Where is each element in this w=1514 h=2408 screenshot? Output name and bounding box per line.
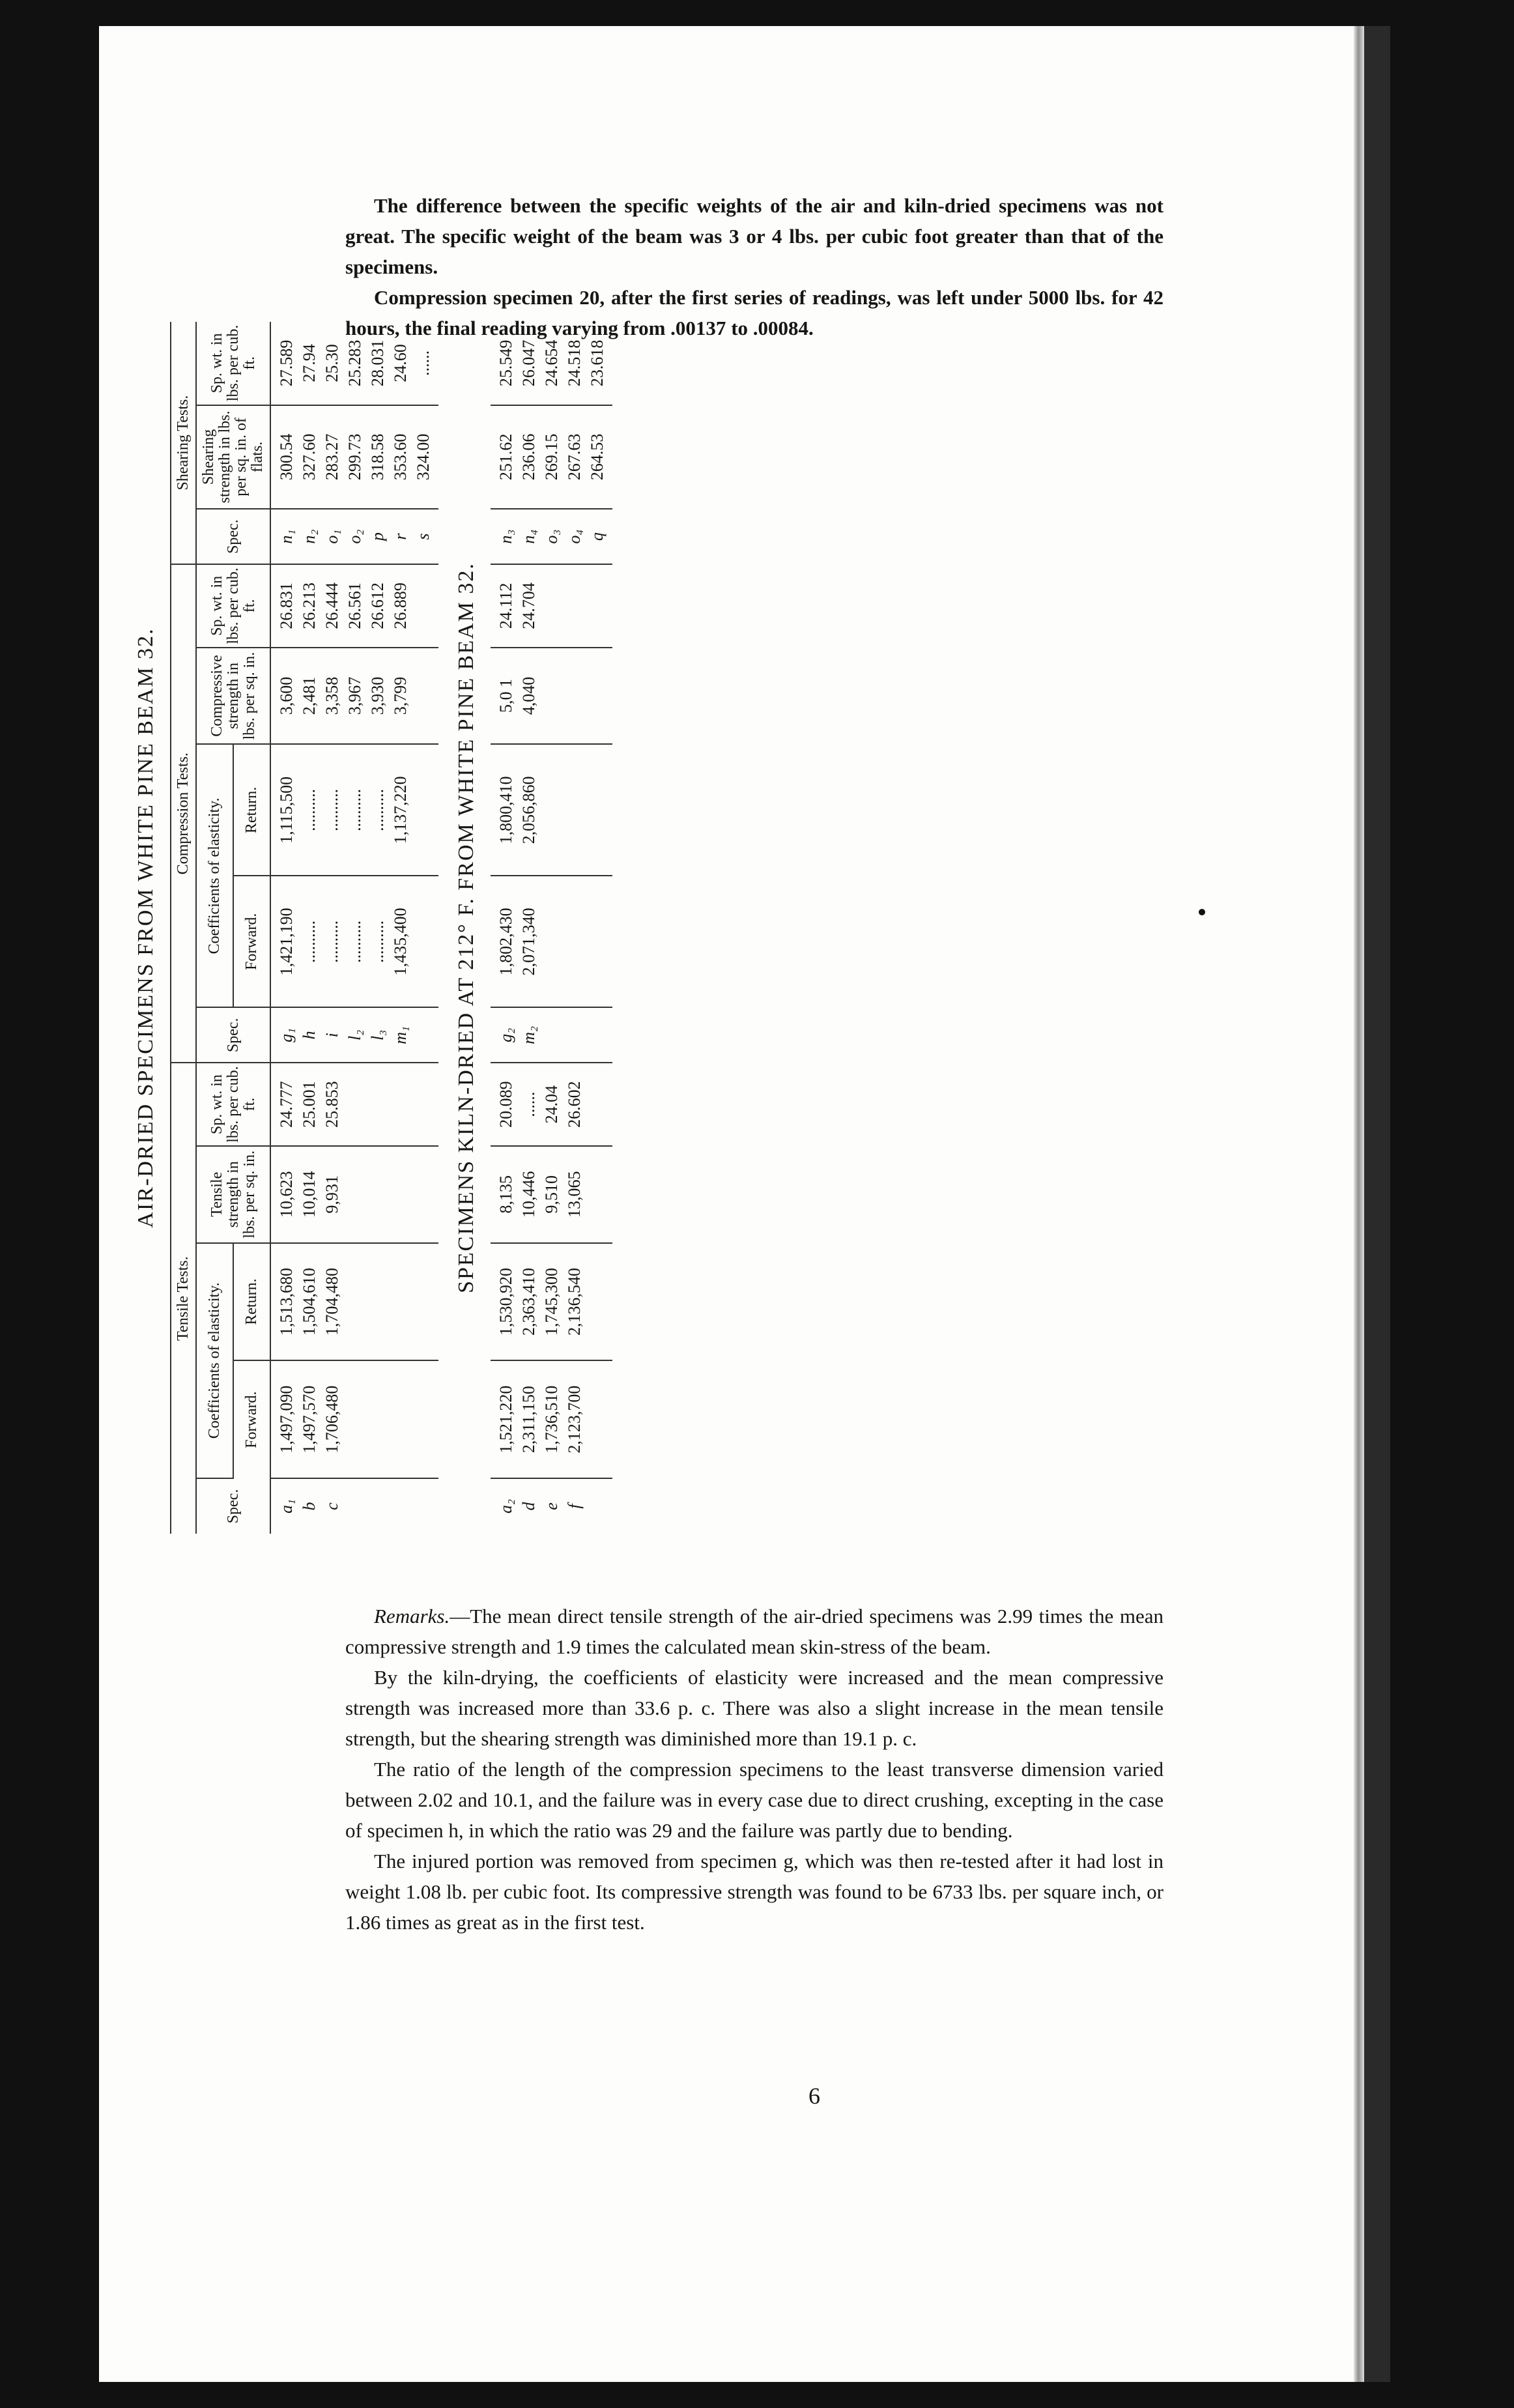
table2 bbox=[491, 322, 612, 1534]
table-cell: 24.654 bbox=[542, 339, 561, 387]
table1-title: AIR-DRIED SPECIMENS FROM WHITE PINE BEAM 32. bbox=[134, 627, 158, 1228]
table-cell: o₄ bbox=[565, 529, 584, 544]
table-cell: 10,446 bbox=[519, 1171, 538, 1218]
table-cell: a₁ bbox=[277, 1498, 296, 1514]
table1-compression-sp-wt bbox=[270, 564, 438, 648]
table2-shearing-strength bbox=[491, 405, 612, 509]
table-cell: .......... bbox=[345, 788, 364, 831]
table2-tensile-return bbox=[491, 1243, 612, 1361]
table-cell: 327.60 bbox=[300, 433, 319, 481]
table-cell: 251.62 bbox=[496, 433, 515, 481]
table-cell: h bbox=[300, 1031, 319, 1040]
table-cell: m₂ bbox=[519, 1025, 538, 1044]
table2-body-row bbox=[491, 322, 612, 1534]
table-cell: 2,481 bbox=[300, 676, 319, 715]
table-cell: 2,136,540 bbox=[565, 1267, 584, 1336]
intro-line: to .00084. bbox=[731, 317, 814, 339]
page-number: 6 bbox=[808, 2083, 820, 2109]
table-cell: 2,311,150 bbox=[519, 1386, 538, 1454]
table-cell: o₂ bbox=[345, 529, 364, 544]
rotated-tables bbox=[134, 322, 805, 1534]
table-cell: 9,510 bbox=[542, 1175, 561, 1214]
table-cell: 27.589 bbox=[277, 339, 296, 387]
table-cell: 25.001 bbox=[300, 1081, 319, 1128]
spec-header: Spec. bbox=[196, 1478, 270, 1534]
table2-title: SPECIMENS KILN-DRIED AT 212° F. FROM WHITE PINE BEAM 32. bbox=[454, 562, 478, 1293]
table-cell: q bbox=[588, 532, 607, 541]
intro-line: specimens was not great. The specific weight of the beam was 3 or 4 bbox=[345, 194, 1164, 248]
return-header: Return. bbox=[233, 1243, 270, 1361]
table-cell: 24.777 bbox=[277, 1081, 296, 1128]
table-cell: 3,930 bbox=[368, 676, 387, 715]
table-cell: 3,967 bbox=[345, 676, 364, 715]
table-cell: 5,0 1 bbox=[496, 679, 515, 713]
table-cell: 236.06 bbox=[519, 433, 538, 481]
table-cell: 299.73 bbox=[345, 433, 364, 481]
table-cell: m₁ bbox=[391, 1025, 410, 1044]
table-cell: .......... bbox=[345, 920, 364, 963]
table-cell: 24.04 bbox=[542, 1085, 561, 1124]
sp-wt-shear-header: Sp. wt. in lbs. per cub. ft. bbox=[196, 322, 270, 405]
table-cell: s bbox=[414, 533, 433, 540]
table-cell: 24.704 bbox=[519, 582, 538, 629]
table-cell: .......... bbox=[300, 920, 319, 963]
table-cell: 13,065 bbox=[565, 1171, 584, 1218]
remarks-paragraph-1 bbox=[345, 1601, 1164, 1662]
table-cell: 283.27 bbox=[322, 433, 341, 481]
table-cell: 2,056,860 bbox=[519, 776, 538, 844]
table1-compression-forward bbox=[270, 876, 438, 1007]
remarks-paragraph-2: By the kiln-drying, the coefficients of elasticity were increased and the mean compressive strength was increased more than 33.6 p. c. There was also a slight increase in the mean tensile strength, but the shearing strength was diminished more than 19.1 p. c. bbox=[345, 1666, 1164, 1750]
table-cell: 1,137,220 bbox=[391, 776, 410, 844]
table-cell: 10,014 bbox=[300, 1171, 319, 1218]
table-cell: g₁ bbox=[277, 1027, 296, 1042]
table-cell: 267.63 bbox=[565, 433, 584, 481]
table1-body-row bbox=[270, 322, 438, 1534]
table-cell: i bbox=[322, 1033, 341, 1038]
table-cell: 4,040 bbox=[519, 676, 538, 715]
table-cell: 1,421,190 bbox=[277, 908, 296, 976]
forward-header: Forward. bbox=[233, 1360, 270, 1478]
table-cell: n₁ bbox=[277, 529, 296, 544]
table-cell: d bbox=[519, 1502, 538, 1511]
table1-tensile-return bbox=[270, 1243, 438, 1361]
sp-wt-header: Sp. wt. in lbs. per cub. ft. bbox=[196, 564, 270, 648]
table1-tensile-sp-wt bbox=[270, 1063, 438, 1146]
table-cell: 24.112 bbox=[496, 582, 515, 629]
table-cell: 20.089 bbox=[496, 1081, 515, 1128]
table-cell: 26.612 bbox=[368, 582, 387, 629]
shearing-tests-header: Shearing Tests. bbox=[171, 322, 196, 564]
table-cell: 1,745,300 bbox=[542, 1267, 561, 1336]
table1-compression-strength bbox=[270, 648, 438, 745]
table-cell: 8,135 bbox=[496, 1175, 515, 1214]
table1 bbox=[170, 322, 438, 1534]
sp-wt-header: Sp. wt. in lbs. per cub. ft. bbox=[196, 1063, 270, 1146]
remarks-paragraph-3: The ratio of the length of the compression specimens to the least transverse dimension varied between 2.02 and 10.1, and the failure was in every case due to direct crushing, excepting in the case of specimen h, in which the ratio was 29 and the failure was partly due to bending. bbox=[345, 1758, 1164, 1842]
table-cell: 1,736,510 bbox=[542, 1385, 561, 1454]
table-cell: 2,123,700 bbox=[565, 1385, 584, 1454]
table-cell: 1,530,920 bbox=[496, 1267, 515, 1336]
remarks-p1-text: —The mean direct tensile strength of the air-dried specimens was 2.99 times the mean compressive strength and 1.9 times the calculated mean skin-stress of the beam. bbox=[345, 1605, 1164, 1658]
table2-compression-sp-wt bbox=[491, 564, 612, 648]
table1-compression-spec bbox=[270, 1007, 438, 1063]
tensile-strength-header: Tensile strength in lbs. per sq. in. bbox=[196, 1146, 270, 1243]
table-cell: 25.853 bbox=[322, 1081, 341, 1128]
table-cell: r bbox=[391, 533, 410, 540]
table-cell: o₃ bbox=[542, 529, 561, 544]
table-cell: 2,363,410 bbox=[519, 1267, 538, 1336]
table-cell: 1,435,400 bbox=[391, 908, 410, 976]
table-cell: 25.283 bbox=[345, 339, 364, 387]
table-cell: 1,115,500 bbox=[277, 776, 296, 844]
coefficients-header: Coefficients of elasticity. bbox=[196, 1243, 233, 1478]
table2-compression-strength bbox=[491, 648, 612, 745]
table-cell: .......... bbox=[322, 920, 341, 963]
table-cell: p bbox=[368, 532, 387, 541]
table-cell: 3,799 bbox=[391, 676, 410, 715]
table-cell: 1,504,610 bbox=[300, 1267, 319, 1336]
table-cell: 25.549 bbox=[496, 339, 515, 387]
table2-shearing-sp-wt bbox=[491, 322, 612, 405]
table1-compression-return bbox=[270, 744, 438, 876]
table2-tensile-sp-wt bbox=[491, 1063, 612, 1146]
table-cell: c bbox=[322, 1502, 341, 1510]
table-cell: n₃ bbox=[496, 529, 515, 544]
table2-tensile-spec bbox=[491, 1478, 612, 1534]
table-cell: e bbox=[542, 1502, 561, 1510]
table1-shearing-spec bbox=[270, 509, 438, 564]
tensile-tests-header: Tensile Tests. bbox=[171, 1063, 196, 1534]
table2-compression-forward bbox=[491, 876, 612, 1007]
table-cell: 2,071,340 bbox=[519, 908, 538, 976]
intro-line: The difference between the specific weights of the air and kiln-dried bbox=[374, 194, 991, 217]
table-cell: 3,600 bbox=[277, 676, 296, 715]
table-cell: 318.58 bbox=[368, 433, 387, 481]
page-binding-edge bbox=[1354, 26, 1364, 2382]
table-cell: ...... bbox=[519, 1091, 538, 1117]
table-cell: .......... bbox=[368, 920, 387, 963]
table-cell: 26.213 bbox=[300, 582, 319, 629]
remarks-paragraph-4: The injured portion was removed from specimen g, which was then re-tested after it had lost in weight 1.08 lb. per cubic foot. Its compressive strength was found to be 6733 lbs. per square inch, or 1.86 times as great as in the first test. bbox=[345, 1850, 1164, 1934]
table2-tensile-strength bbox=[491, 1146, 612, 1243]
table-cell: 28.031 bbox=[368, 339, 387, 387]
table1-tensile-forward bbox=[270, 1360, 438, 1478]
table-cell: 324.00 bbox=[414, 433, 433, 481]
spec-header: Spec. bbox=[196, 509, 270, 564]
table-cell: 23.618 bbox=[588, 339, 607, 387]
table-cell: n₄ bbox=[519, 529, 538, 544]
table-cell: 9,931 bbox=[322, 1175, 341, 1214]
table-cell: .......... bbox=[322, 788, 341, 831]
binding-shadow bbox=[1364, 26, 1390, 2382]
return-header: Return. bbox=[233, 744, 270, 876]
table-cell: 24.518 bbox=[565, 339, 584, 387]
coefficients-header: Coefficients of elasticity. bbox=[196, 744, 233, 1007]
table-cell: .......... bbox=[368, 788, 387, 831]
table-cell: 353.60 bbox=[391, 433, 410, 481]
intro-line: under 5000 lbs. for 42 hours, the final reading varying from .00137 bbox=[345, 286, 1164, 339]
table-cell: 1,706,480 bbox=[322, 1385, 341, 1454]
remarks-text bbox=[345, 1601, 1164, 1938]
forward-header: Forward. bbox=[233, 876, 270, 1007]
table-cell: 26.444 bbox=[322, 582, 341, 629]
table2-compression-return bbox=[491, 744, 612, 876]
ink-speck bbox=[1199, 909, 1205, 915]
table-cell: 269.15 bbox=[542, 433, 561, 481]
table-cell: g₂ bbox=[496, 1027, 515, 1042]
table2-compression-spec bbox=[491, 1007, 612, 1063]
table-cell: b bbox=[300, 1502, 319, 1511]
table-cell: 1,802,430 bbox=[496, 908, 515, 976]
table-cell: 26.889 bbox=[391, 582, 410, 629]
table-cell: 26.602 bbox=[565, 1081, 584, 1128]
table-cell: ...... bbox=[414, 350, 433, 376]
table-cell: 26.047 bbox=[519, 339, 538, 387]
table1-tensile-spec bbox=[270, 1478, 438, 1534]
table1-shearing-strength bbox=[270, 405, 438, 509]
table-cell: 26.561 bbox=[345, 582, 364, 629]
table-cell: 3,358 bbox=[322, 676, 341, 715]
intro-paragraph-1 bbox=[345, 190, 1164, 282]
table-cell: f bbox=[565, 1504, 584, 1509]
table-cell: 24.60 bbox=[391, 344, 410, 382]
table-cell: 1,704,480 bbox=[322, 1267, 341, 1336]
table-cell: .......... bbox=[300, 788, 319, 831]
table2-shearing-spec bbox=[491, 509, 612, 564]
table-cell: o₁ bbox=[322, 529, 341, 544]
table1-tensile-strength bbox=[270, 1146, 438, 1243]
table-cell: 300.54 bbox=[277, 433, 296, 481]
table-cell: 1,521,220 bbox=[496, 1385, 515, 1454]
table2-tensile-forward bbox=[491, 1360, 612, 1478]
intro-line: Compression specimen 20, after the first series of readings, was left bbox=[374, 286, 965, 309]
table-cell: 1,497,570 bbox=[300, 1385, 319, 1454]
table-cell: 25.30 bbox=[322, 344, 341, 382]
spec-header: Spec. bbox=[196, 1007, 270, 1063]
table1-shearing-sp-wt bbox=[270, 322, 438, 405]
intro-line: lbs. per cubic foot greater than that of the specimens. bbox=[345, 225, 1164, 278]
table-cell: n₂ bbox=[300, 529, 319, 544]
table-cell: l₂ bbox=[345, 1029, 364, 1040]
compression-tests-header: Compression Tests. bbox=[171, 564, 196, 1063]
table-cell: 26.831 bbox=[277, 582, 296, 629]
table-cell: 27.94 bbox=[300, 344, 319, 382]
table-cell: 1,800,410 bbox=[496, 776, 515, 844]
shearing-strength-header: Shearing strength in lbs. per sq. in. of flats. bbox=[196, 405, 270, 509]
table-cell: 1,497,090 bbox=[277, 1385, 296, 1454]
table-cell: 264.53 bbox=[588, 433, 607, 481]
compressive-strength-header: Compressive strength in lbs. per sq. in. bbox=[196, 648, 270, 745]
table-cell: a₂ bbox=[496, 1498, 515, 1514]
table-cell: 1,513,680 bbox=[277, 1267, 296, 1336]
remarks-label: Remarks. bbox=[374, 1605, 450, 1627]
intro-text bbox=[345, 190, 1164, 343]
table-cell: l₃ bbox=[368, 1029, 387, 1040]
table-cell: 10,623 bbox=[277, 1171, 296, 1218]
